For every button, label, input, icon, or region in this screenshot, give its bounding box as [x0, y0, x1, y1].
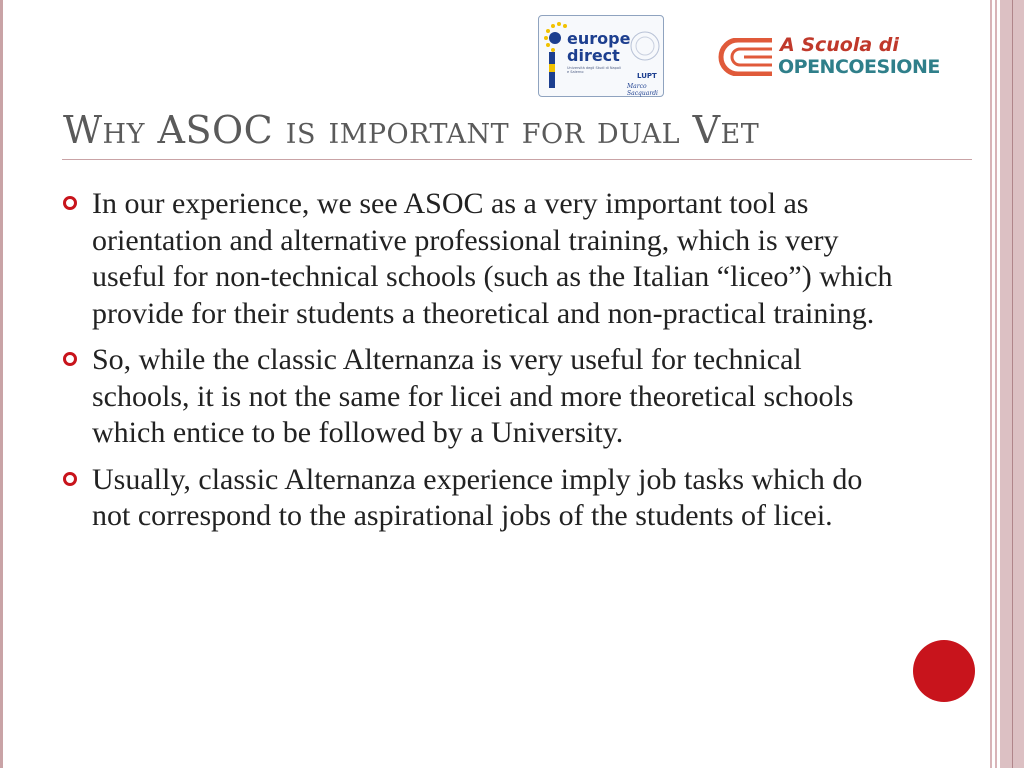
- lupt-badge: LUPT: [637, 72, 657, 80]
- red-circle-marker: [913, 640, 975, 702]
- europe-direct-subtext: Università degli Studi di Napoli e Salerno: [567, 66, 621, 75]
- ring-bullet-icon: [62, 471, 78, 487]
- list-item: [62, 462, 902, 535]
- title-divider: [62, 159, 972, 160]
- europe-direct-logo: [538, 15, 664, 97]
- bullet-text: So, while the classic Alternanza is very useful for technical schools, it is not the same for licei and more theoretical schools which entice to be followed by a University.: [92, 343, 854, 449]
- signature: Marco Sacquardi: [627, 83, 658, 97]
- opencoesione-logo: [718, 34, 940, 84]
- europe-direct-line2: direct: [567, 46, 620, 65]
- bullet-text: Usually, classic Alternanza experience imply job tasks which do not correspond to the aspirational jobs of the students of licei.: [92, 462, 863, 532]
- slide-title: Why ASOC is important for dual Vet: [63, 108, 760, 152]
- ocs-logo-line1: A Scuola di: [780, 34, 899, 56]
- list-item: [62, 186, 902, 332]
- bullet-text: In our experience, we see ASOC as a very important tool as orientation and alternative professional training, which is very useful for non-technical schools (such as the Italian “liceo”) which provide for their students a theoretical and non-practical training.: [92, 187, 893, 330]
- europe-direct-line1: europe: [567, 29, 631, 48]
- right-decorative-stripes: [984, 0, 1024, 768]
- ring-bullet-icon: [62, 195, 78, 211]
- left-border: [0, 0, 3, 768]
- list-item: [62, 342, 902, 452]
- bullet-list: [62, 186, 902, 545]
- ocs-books-icon: [718, 38, 774, 76]
- ocs-logo-line2: OPENCOESIONE: [778, 56, 940, 78]
- ring-bullet-icon: [62, 351, 78, 367]
